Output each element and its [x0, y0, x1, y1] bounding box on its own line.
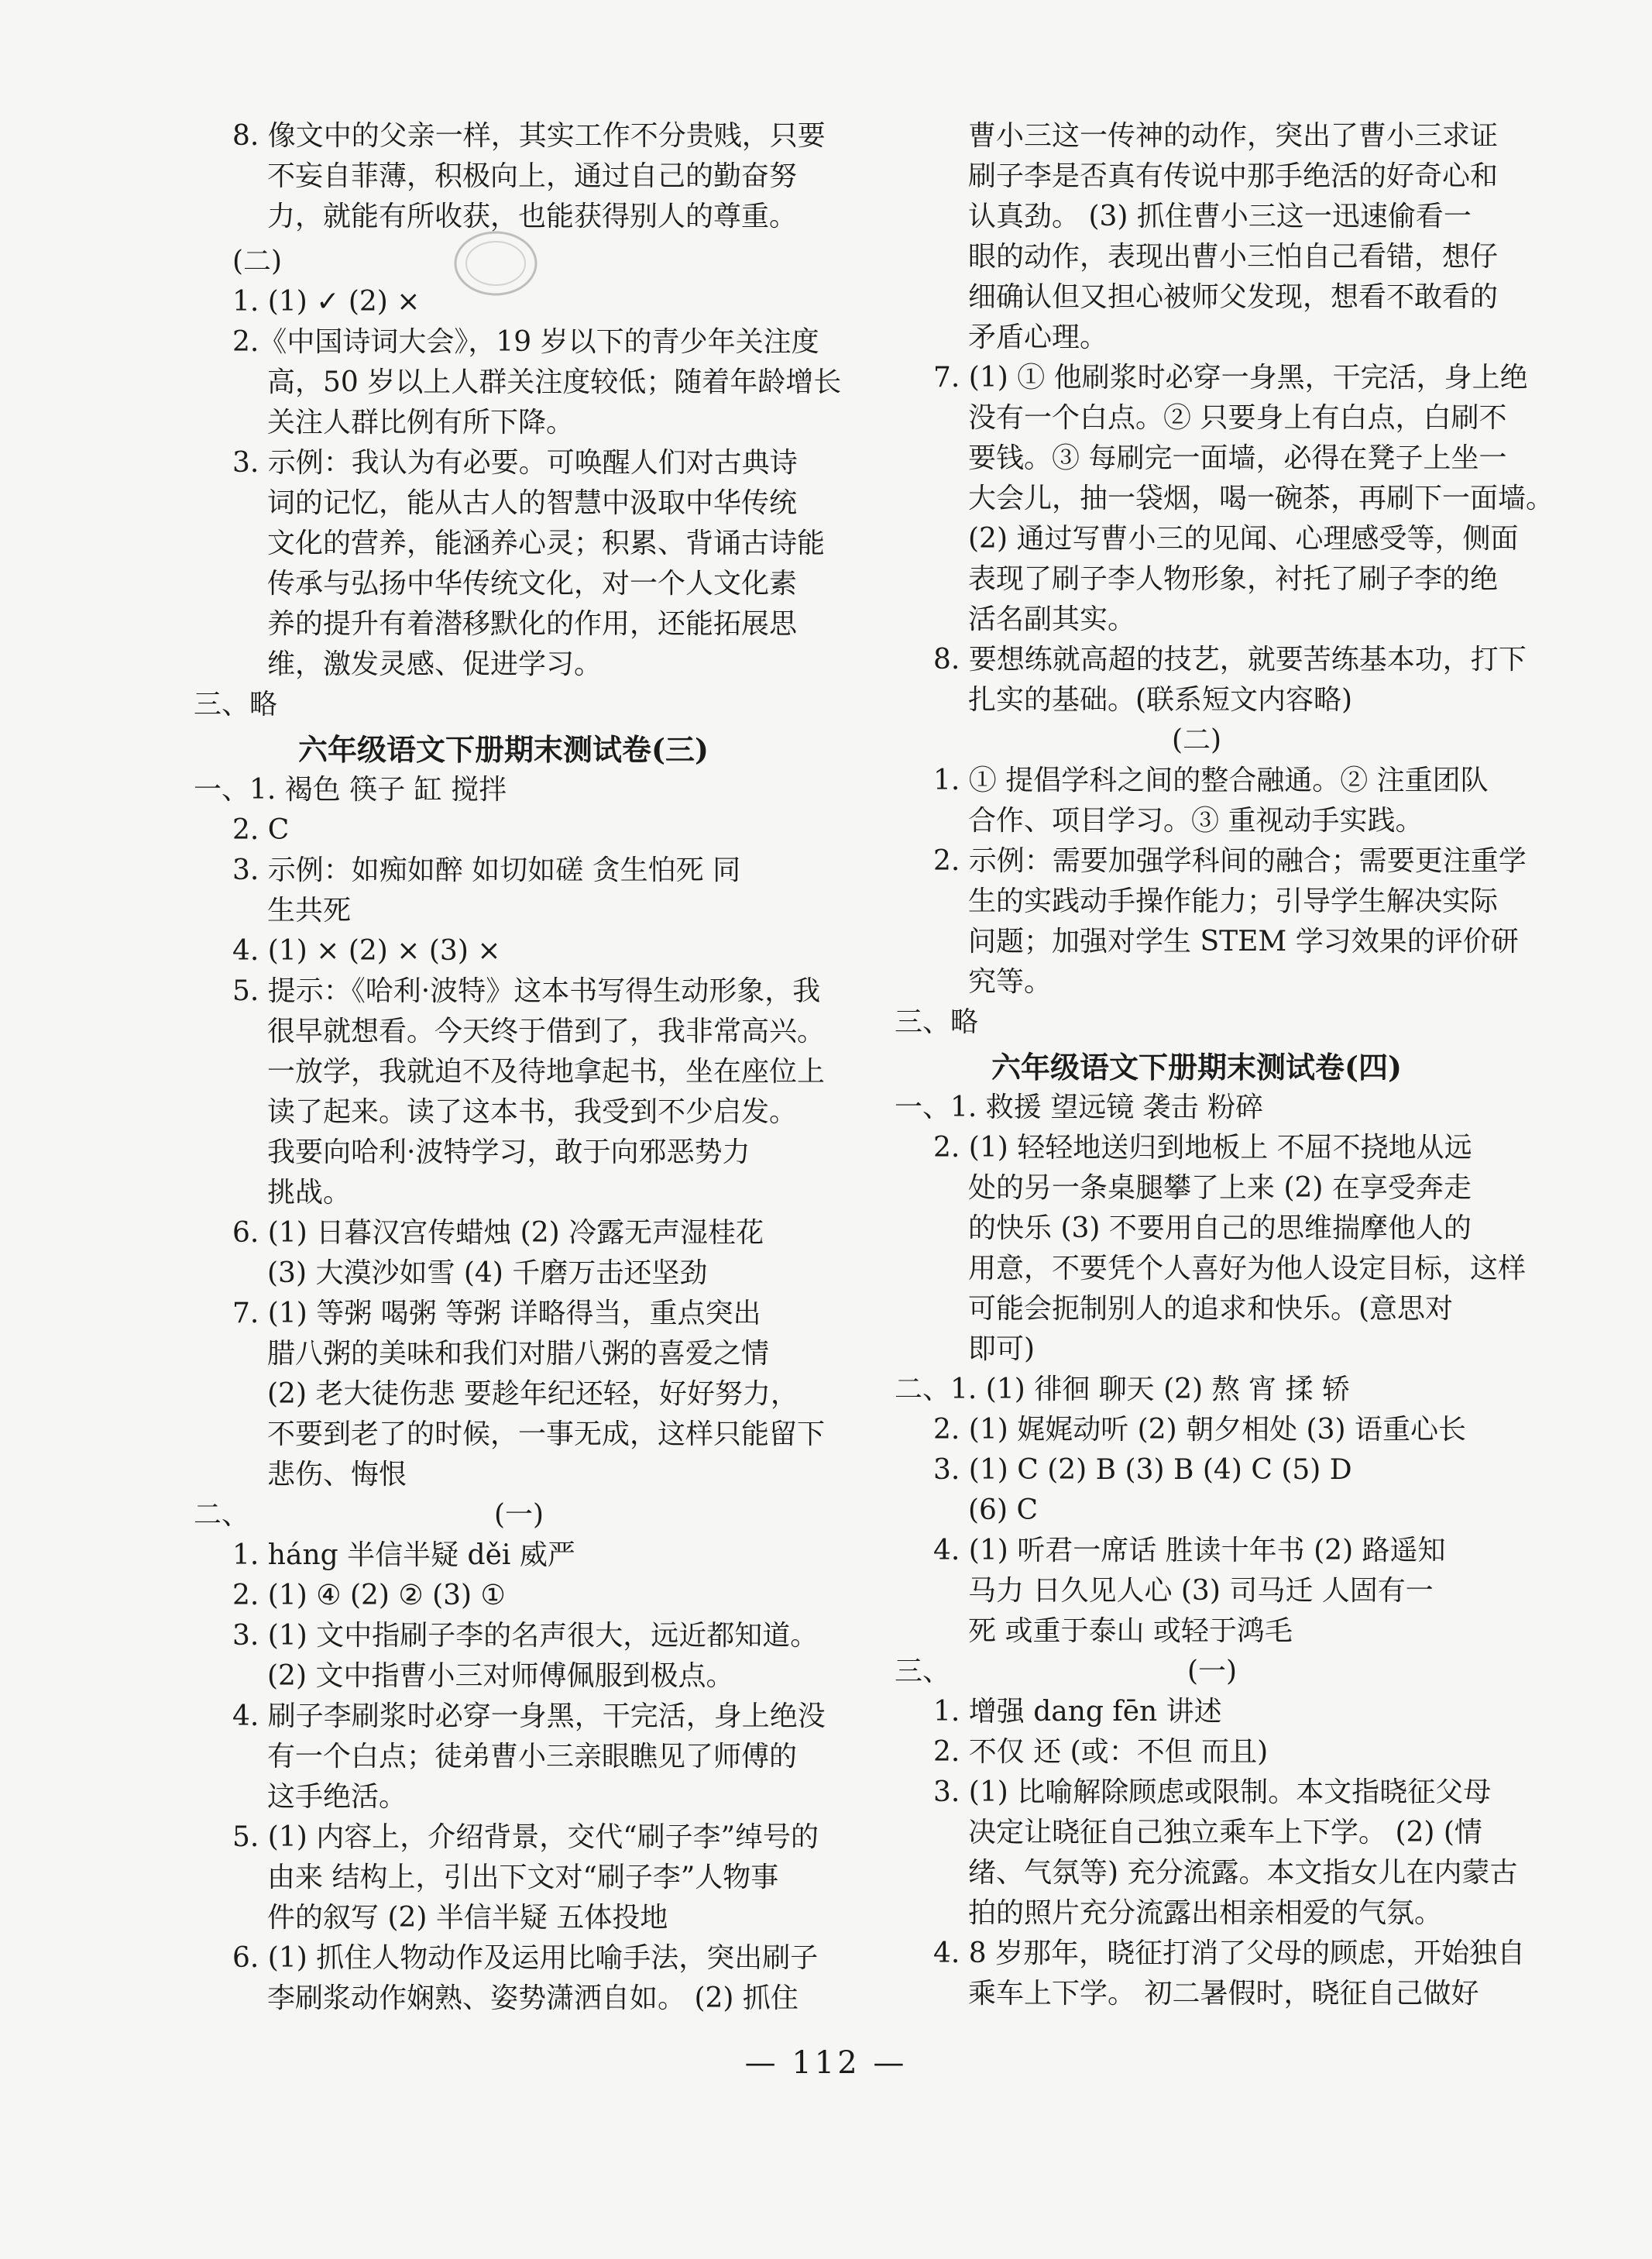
answer-line: 一放学，我就迫不及待地拿起书，坐在座位上 [267, 1056, 826, 1088]
answer-line: 维，激发灵感、促进学习。 [267, 648, 603, 680]
answer-line: 4. 8 岁那年，晓征打消了父母的顾虑，开始独自 [933, 1938, 1526, 1969]
answer-line: 三、略 [194, 689, 278, 720]
answer-line: 我要向哈利·波特学习，敢于向邪恶势力 [267, 1136, 750, 1168]
answer-line: 4. (1) 听君一席话 胜读十年书 (2) 路遥知 [933, 1535, 1446, 1566]
answer-line: 悲伤、悔恨 [267, 1459, 407, 1491]
section-label: 二、 [194, 1499, 250, 1531]
answer-line: 生的实践动手操作能力；引导学生解决实际 [968, 885, 1499, 917]
subsection-label: (一) [1187, 1656, 1238, 1687]
answer-line: 6. (1) 抓住人物动作及运用比喻手法，突出刷子 [232, 1942, 819, 1974]
answer-line: 2. 不仅 还 (或：不但 而且) [933, 1736, 1269, 1768]
answer-line: 三、略 [895, 1006, 979, 1038]
answer-line: 2. (1) 娓娓动听 (2) 朝夕相处 (3) 语重心长 [933, 1414, 1466, 1446]
exam-title: 六年级语文下册期末测试卷(三) [298, 732, 709, 767]
answer-line: 2. C [232, 814, 290, 846]
answer-line: 死 或重于泰山 或轻于鸿毛 [968, 1615, 1293, 1647]
answer-line: 认真劲。 (3) 抓住曹小三这一迅速偷看一 [968, 201, 1472, 232]
right-column [895, 116, 1554, 2014]
answer-line: 1. háng 半信半疑 děi 威严 [232, 1539, 575, 1571]
answer-line: 6. (1) 日暮汉宫传蜡烛 (2) 冷露无声湿桂花 [232, 1217, 764, 1249]
answer-line: 词的记忆，能从古人的智慧中汲取中华传统 [267, 487, 798, 519]
answer-line: (2) 文中指曹小三对师傅佩服到极点。 [267, 1660, 734, 1692]
answer-line: 4. (1) × (2) × (3) × [232, 935, 501, 967]
answer-line: 不要到老了的时候，一事无成，这样只能留下 [267, 1418, 826, 1450]
answer-line: 不妄自菲薄，积极向上，通过自己的勤奋努 [267, 160, 798, 192]
answer-line: 处的另一条桌腿攀了上来 (2) 在享受奔走 [968, 1172, 1472, 1204]
answer-line: 这手绝活。 [267, 1781, 407, 1813]
answer-line: 即可) [968, 1333, 1036, 1365]
answer-line: 5. (1) 内容上，介绍背景，交代“刷子李”绰号的 [232, 1821, 819, 1853]
answer-line: 1. (1) ✓ (2) × [232, 286, 421, 318]
answer-line: (二) [232, 246, 283, 277]
answer-line: 生共死 [267, 895, 352, 927]
answer-line: 决定让晓征自己独立乘车上下学。 (2) (情 [968, 1817, 1482, 1848]
answer-line: 2.《中国诗词大会》，19 岁以下的青少年关注度 [232, 326, 819, 358]
section-label: 三、 [895, 1656, 951, 1687]
answer-line: 3. 示例：我认为有必要。可唤醒人们对古典诗 [232, 447, 798, 479]
answer-line: (二) [1171, 724, 1222, 756]
section-heading [895, 1652, 1499, 1692]
answer-line: 马力 日久见人心 (3) 司马迁 人固有一 [968, 1575, 1434, 1607]
answer-line: 1. 增强 dang fēn 讲述 [933, 1696, 1222, 1728]
exam-title: 六年级语文下册期末测试卷(四) [991, 1050, 1402, 1085]
stamp-mark [449, 225, 542, 302]
answer-line: 曹小三这一传神的动作，突出了曹小三求证 [968, 120, 1499, 152]
answer-line: 扎实的基础。(联系短文内容略) [968, 684, 1353, 716]
answer-line: 绪、气氛等) 充分流露。本文指女儿在内蒙古 [968, 1857, 1518, 1889]
answer-line: 腊八粥的美味和我们对腊八粥的喜爱之情 [267, 1338, 770, 1370]
answer-line: 文化的营养，能涵养心灵；积累、背诵古诗能 [267, 528, 826, 559]
answer-line: 很早就想看。今天终于借到了，我非常高兴。 [267, 1016, 826, 1047]
subsection-label: (一) [493, 1499, 544, 1531]
answer-line: 高，50 岁以上人群关注度较低；随着年龄增长 [267, 366, 842, 398]
answer-line: 由来 结构上，引出下文对“刷子李”人物事 [267, 1862, 779, 1893]
answer-line: 矛盾心理。 [968, 321, 1108, 353]
answer-line: (3) 大漠沙如雪 (4) 千磨万击还坚劲 [267, 1257, 708, 1289]
answer-line: 8. 要想练就高超的技艺，就要苦练基本功，打下 [933, 644, 1527, 676]
answer-line: 的快乐 (3) 不要用自己的思维揣摩他人的 [968, 1212, 1472, 1244]
answer-line: 件的叙写 (2) 半信半疑 五体投地 [267, 1902, 668, 1934]
answer-line: 表现了刷子李人物形象，衬托了刷子李的绝 [968, 563, 1499, 595]
answer-line: 刷子李是否真有传说中那手绝活的好奇心和 [968, 160, 1499, 192]
answer-line: 有一个白点；徒弟曹小三亲眼瞧见了师傅的 [267, 1741, 798, 1772]
answer-line: 问题；加强对学生 STEM 学习效果的评价研 [968, 926, 1519, 958]
answer-line: 7. (1) 等粥 喝粥 等粥 详略得当，重点突出 [232, 1298, 761, 1329]
answer-line: 养的提升有着潜移默化的作用，还能拓展思 [267, 608, 798, 640]
answer-line: 4. 刷子李刷浆时必穿一身黑，干完活，身上绝没 [232, 1700, 826, 1732]
answer-line: 乘车上下学。 初二暑假时，晓征自己做好 [968, 1978, 1479, 2010]
answer-line: 活名副其实。 [968, 603, 1136, 635]
answer-line: 用意，不要凭个人喜好为他人设定目标，这样 [968, 1253, 1527, 1284]
answer-line: 3. (1) 文中指刷子李的名声很大，远近都知道。 [232, 1620, 819, 1652]
answer-line: 3. 示例：如痴如醉 如切如磋 贪生怕死 同 [232, 854, 741, 886]
answer-line: 一、1. 褐色 筷子 缸 搅拌 [194, 774, 507, 806]
answer-line: 眼的动作，表现出曹小三怕自己看错，想仔 [968, 241, 1499, 273]
answer-line: 7. (1) ① 他刷浆时必穿一身黑，干完活，身上绝 [933, 362, 1528, 394]
answer-line: 2. (1) ④ (2) ② (3) ① [232, 1580, 506, 1611]
answer-line: 一、1. 救援 望远镜 袭击 粉碎 [895, 1092, 1264, 1123]
answer-line: 3. (1) C (2) B (3) B (4) C (5) D [933, 1454, 1352, 1486]
answer-line: 要钱。③ 每刷完一面墙，必得在凳子上坐一 [968, 442, 1507, 474]
section-heading [194, 1495, 813, 1535]
answer-line: 2. (1) 轻轻地送归到地板上 不屈不挠地从远 [933, 1132, 1472, 1164]
answer-line: 李刷浆动作娴熟、姿势潇洒自如。 (2) 抓住 [267, 1982, 799, 2014]
answer-line: 读了起来。读了这本书，我受到不少启发。 [267, 1096, 798, 1128]
page-number: — 112 — [744, 2045, 908, 2081]
answer-line: 力，就能有所收获，也能获得别人的尊重。 [267, 201, 798, 232]
answer-line: 二、1. (1) 徘徊 聊天 (2) 熬 宵 揉 轿 [895, 1374, 1350, 1405]
answer-line: 究等。 [968, 966, 1053, 998]
answer-line: 拍的照片充分流露出相亲相爱的气氛。 [968, 1897, 1443, 1929]
answer-line: 挑战。 [267, 1177, 352, 1209]
answer-line: 细确认但又担心被师父发现，想看不敢看的 [968, 281, 1499, 313]
answer-line: 关注人群比例有所下降。 [267, 407, 575, 438]
answer-line: 传承与弘扬中华传统文化，对一个人文化素 [267, 568, 798, 600]
answer-line: 5. 提示：《哈利·波特》这本书写得生动形象，我 [232, 975, 821, 1007]
answer-line: 2. 示例：需要加强学科间的融合；需要更注重学 [933, 845, 1527, 877]
left-column [194, 116, 842, 2019]
answer-line: 1. ① 提倡学科之间的整合融通。② 注重团队 [933, 765, 1489, 796]
answer-line: 3. (1) 比喻解除顾虑或限制。本文指晓征父母 [933, 1776, 1492, 1808]
answer-line: (2) 通过写曹小三的见闻、心理感受等，侧面 [968, 523, 1519, 555]
answer-line: 可能会扼制别人的追求和快乐。(意思对 [968, 1293, 1454, 1325]
answer-line: 8. 像文中的父亲一样，其实工作不分贵贱，只要 [232, 120, 826, 152]
answer-line: (6) C [968, 1494, 1038, 1526]
answer-line: 没有一个白点。② 只要身上有白点，白刷不 [968, 402, 1507, 434]
answer-line: (2) 老大徒伤悲 要趁年纪还轻，好好努力， [267, 1378, 799, 1410]
answer-line: 合作、项目学习。③ 重视动手实践。 [968, 805, 1424, 837]
answer-line: 大会儿，抽一袋烟，喝一碗茶，再刷下一面墙。 [968, 483, 1554, 514]
